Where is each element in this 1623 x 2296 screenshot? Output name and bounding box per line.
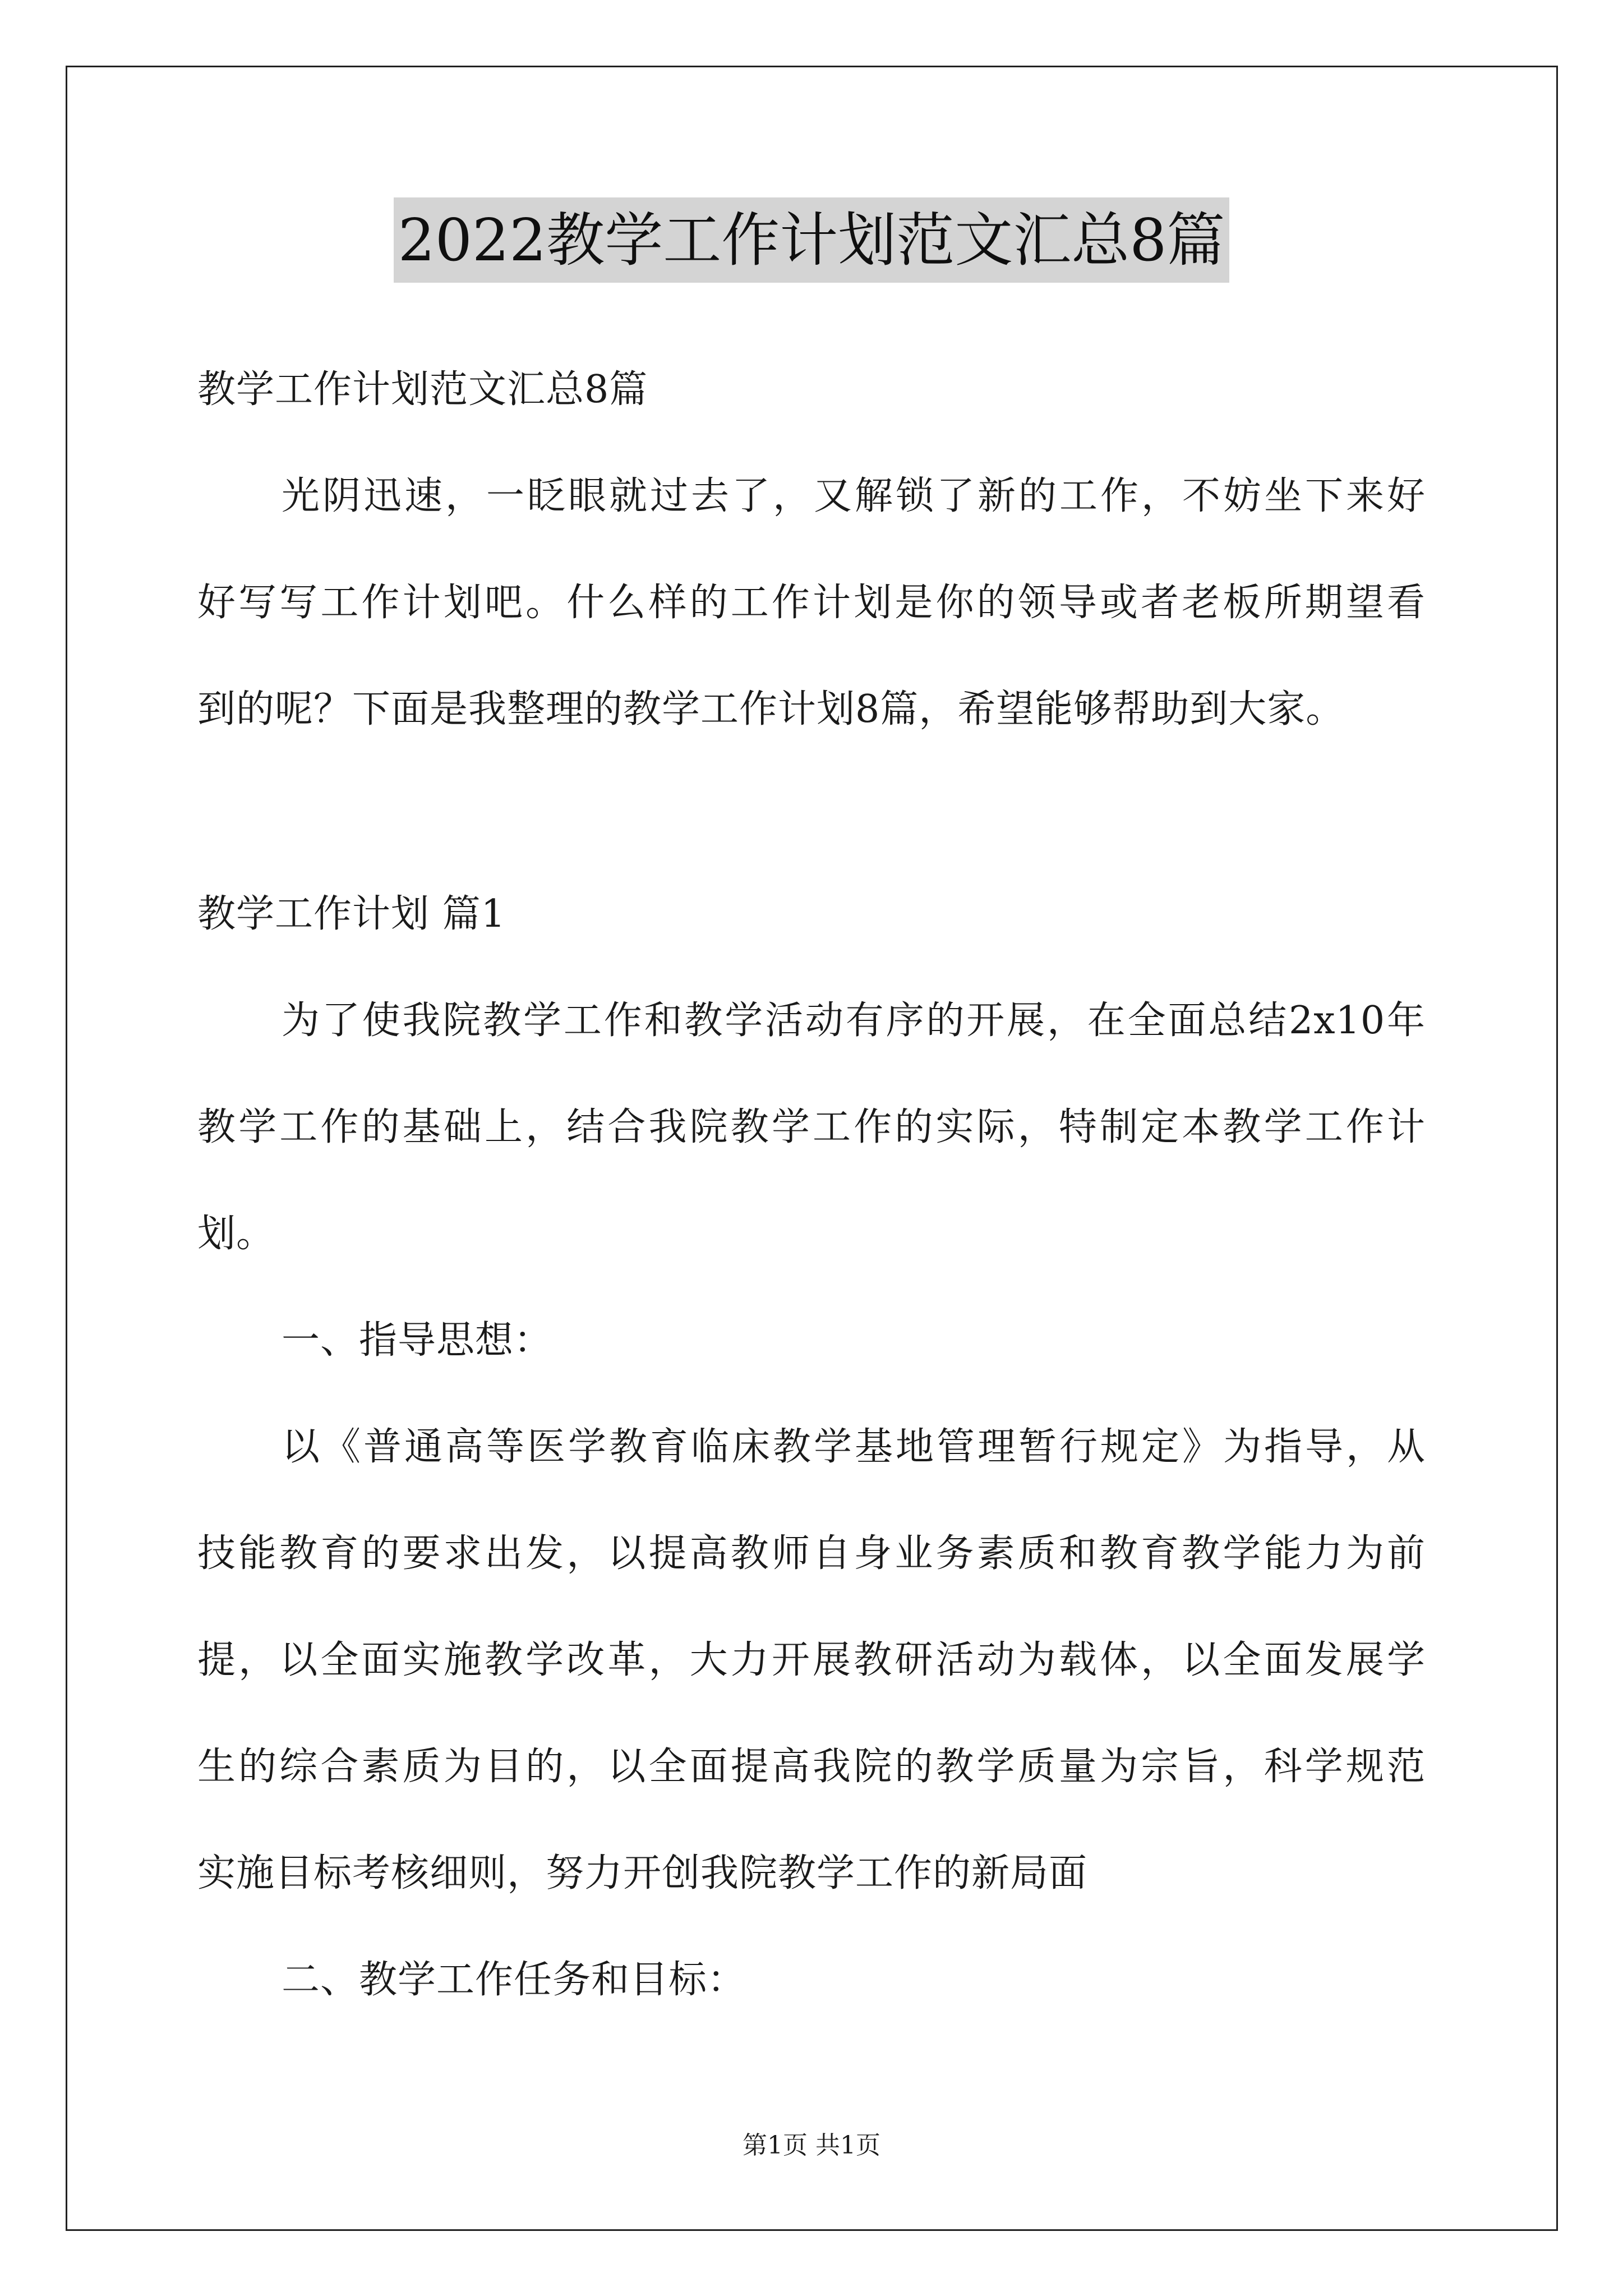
intro-line-3: 到的呢？下面是我整理的教学工作计划8篇，希望能够帮助到大家。	[197, 687, 1345, 731]
title-area	[0, 197, 1623, 283]
subtitle-line: 教学工作计划范文汇总8篇	[197, 367, 648, 412]
page-number: 第1页 共1页	[743, 2131, 880, 2160]
page-footer	[0, 2129, 1623, 2162]
para1-line-1: 为了使我院教学工作和教学活动有序的开展，在全面总结2x10年	[282, 999, 1426, 1043]
para2-line-5: 实施目标考核细则，努力开创我院教学工作的新局面	[197, 1851, 1088, 1895]
para2-line-3: 提，以全面实施教学改革，大力开展教研活动为载体，以全面发展学	[197, 1638, 1426, 1682]
document-body	[197, 337, 1426, 763]
para2-line-2: 技能教育的要求出发，以提高教师自身业务素质和教育教学能力为前	[197, 1531, 1426, 1576]
heading-tasks-goals: 二、教学工作任务和目标：	[282, 1958, 746, 2002]
document-title: 2022教学工作计划范文汇总8篇	[394, 197, 1230, 283]
heading-guiding-thought: 一、指导思想：	[282, 1318, 553, 1363]
section-one	[197, 861, 1426, 2033]
para2-line-1: 以《普通高等医学教育临床教学基地管理暂行规定》为指导，从	[282, 1425, 1426, 1469]
para2-line-4: 生的综合素质为目的，以全面提高我院的教学质量为宗旨，科学规范	[197, 1745, 1426, 1789]
para1-line-2: 教学工作的基础上，结合我院教学工作的实际，特制定本教学工作计	[197, 1105, 1426, 1149]
para1-line-3: 划。	[197, 1212, 275, 1256]
intro-line-1: 光阴迅速，一眨眼就过去了，又解锁了新的工作，不妨坐下来好	[282, 474, 1426, 518]
section-heading: 教学工作计划 篇1	[197, 892, 506, 936]
intro-line-2: 好写写工作计划吧。什么样的工作计划是你的领导或者老板所期望看	[197, 581, 1426, 625]
